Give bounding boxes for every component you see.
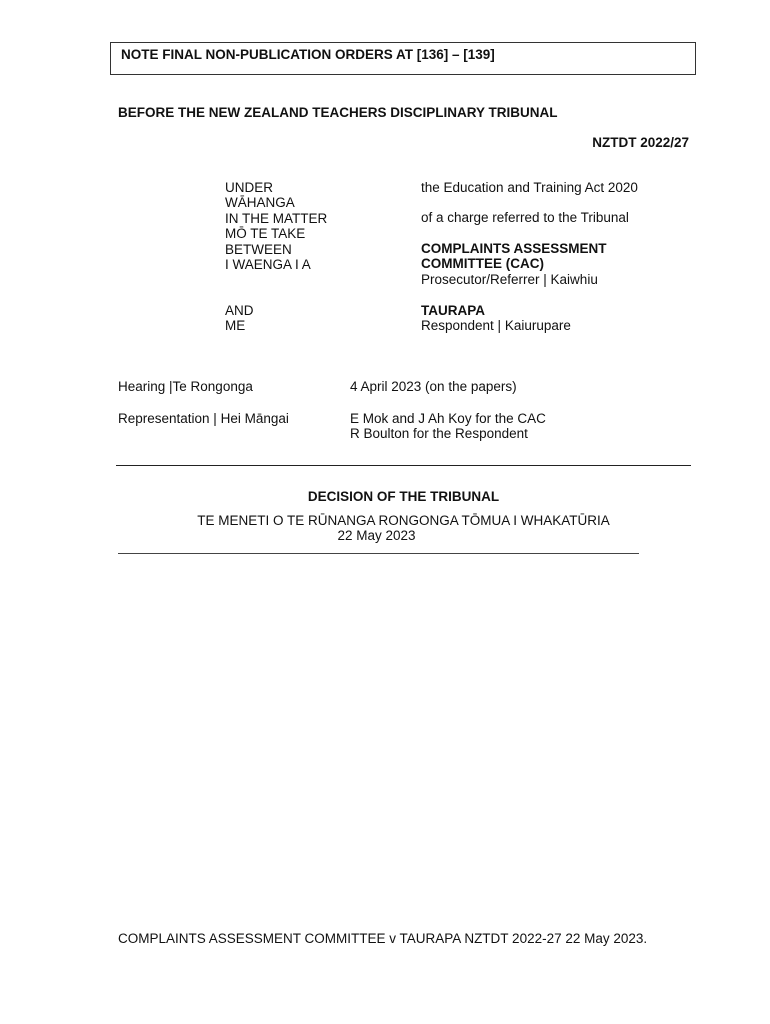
and-labels bbox=[225, 303, 254, 334]
case-number: NZTDT 2022/27 bbox=[592, 135, 689, 150]
tribunal-heading: BEFORE THE NEW ZEALAND TEACHERS DISCIPLINARY TRIBUNAL bbox=[118, 105, 558, 120]
matter-value: of a charge referred to the Tribunal bbox=[421, 210, 629, 225]
non-publication-notice-box bbox=[110, 42, 696, 75]
decision-title-maori: TE MENETI O TE RŪNANGA RONGONGA TŌMUA I WHAKATŪRIA bbox=[197, 513, 610, 528]
matter-label: IN THE MATTER bbox=[225, 210, 328, 226]
and-party-role: Respondent | Kaiurupare bbox=[421, 318, 571, 334]
between-party-name-line1: COMPLAINTS ASSESSMENT bbox=[421, 241, 607, 256]
decision-date: 22 May 2023 bbox=[337, 528, 416, 543]
and-label-maori: ME bbox=[225, 318, 246, 334]
and-party-name: TAURAPA bbox=[421, 303, 485, 318]
between-label: BETWEEN bbox=[225, 241, 292, 257]
representation-label: Representation | Hei Māngai bbox=[118, 411, 289, 426]
between-party bbox=[421, 241, 607, 287]
representation-cac: E Mok and J Ah Koy for the CAC bbox=[350, 411, 546, 426]
party-labels-column bbox=[225, 180, 327, 272]
between-party-role: Prosecutor/Referrer | Kaiwhiu bbox=[421, 271, 598, 287]
decision-title: DECISION OF THE TRIBUNAL bbox=[307, 489, 500, 504]
page-footer: COMPLAINTS ASSESSMENT COMMITTEE v TAURAPA NZTDT 2022-27 22 May 2023. bbox=[118, 931, 648, 946]
under-label: UNDER bbox=[225, 180, 274, 195]
decision-underline bbox=[118, 553, 639, 554]
matter-label-maori: MŌ TE TAKE bbox=[225, 226, 306, 242]
and-party bbox=[421, 303, 571, 334]
representation-value bbox=[350, 411, 546, 442]
between-label-maori: I WAENGA I A bbox=[225, 256, 311, 272]
non-publication-notice: NOTE FINAL NON-PUBLICATION ORDERS AT [136] – [139] bbox=[121, 47, 495, 62]
under-value: the Education and Training Act 2020 bbox=[421, 180, 638, 195]
under-label-maori: WĀHANGA bbox=[225, 195, 295, 211]
representation-respondent: R Boulton for the Respondent bbox=[350, 426, 528, 442]
between-party-name-line2: COMMITTEE (CAC) bbox=[421, 256, 544, 272]
hearing-value: 4 April 2023 (on the papers) bbox=[350, 379, 517, 394]
section-divider bbox=[116, 465, 691, 466]
hearing-label: Hearing |Te Rongonga bbox=[118, 379, 253, 394]
and-label: AND bbox=[225, 303, 254, 318]
